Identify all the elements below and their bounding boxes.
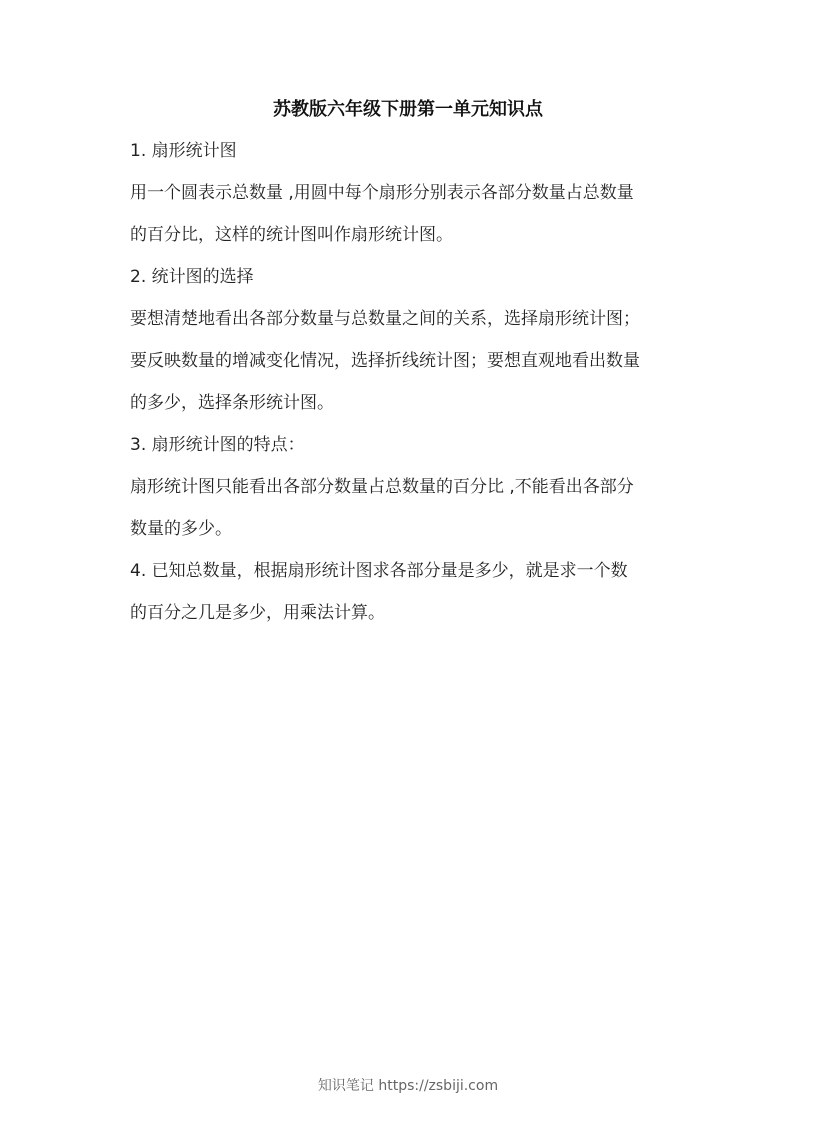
- paragraph-line: 扇形统计图只能看出各部分数量占总数量的百分比 ,不能看出各部分: [130, 477, 634, 497]
- paragraph-line: 的多少，选择条形统计图。: [130, 393, 334, 413]
- document-body: [130, 137, 692, 641]
- paragraph-line: 的百分之几是多少，用乘法计算。: [130, 603, 385, 623]
- paragraph-line: 用一个圆表示总数量 ,用圆中每个扇形分别表示各部分数量占总数量: [130, 183, 634, 203]
- paragraph-line: 要反映数量的增减变化情况，选择折线统计图；要想直观地看出数量: [130, 351, 640, 371]
- section-heading-4: 4. 已知总数量，根据扇形统计图求各部分量是多少，就是求一个数: [130, 561, 628, 581]
- footer-watermark: 知识笔记 https://zsbiji.com: [317, 1078, 499, 1094]
- section-heading-1: 1. 扇形统计图: [130, 141, 237, 161]
- paragraph-line: 要想清楚地看出各部分数量与总数量之间的关系，选择扇形统计图；: [130, 309, 640, 329]
- page-title: 苏教版六年级下册第一单元知识点: [273, 99, 543, 120]
- paragraph-line: 数量的多少。: [130, 519, 232, 539]
- paragraph-line: 的百分比，这样的统计图叫作扇形统计图。: [130, 225, 453, 245]
- section-heading-2: 2. 统计图的选择: [130, 267, 254, 287]
- section-heading-3: 3. 扇形统计图的特点：: [130, 435, 305, 455]
